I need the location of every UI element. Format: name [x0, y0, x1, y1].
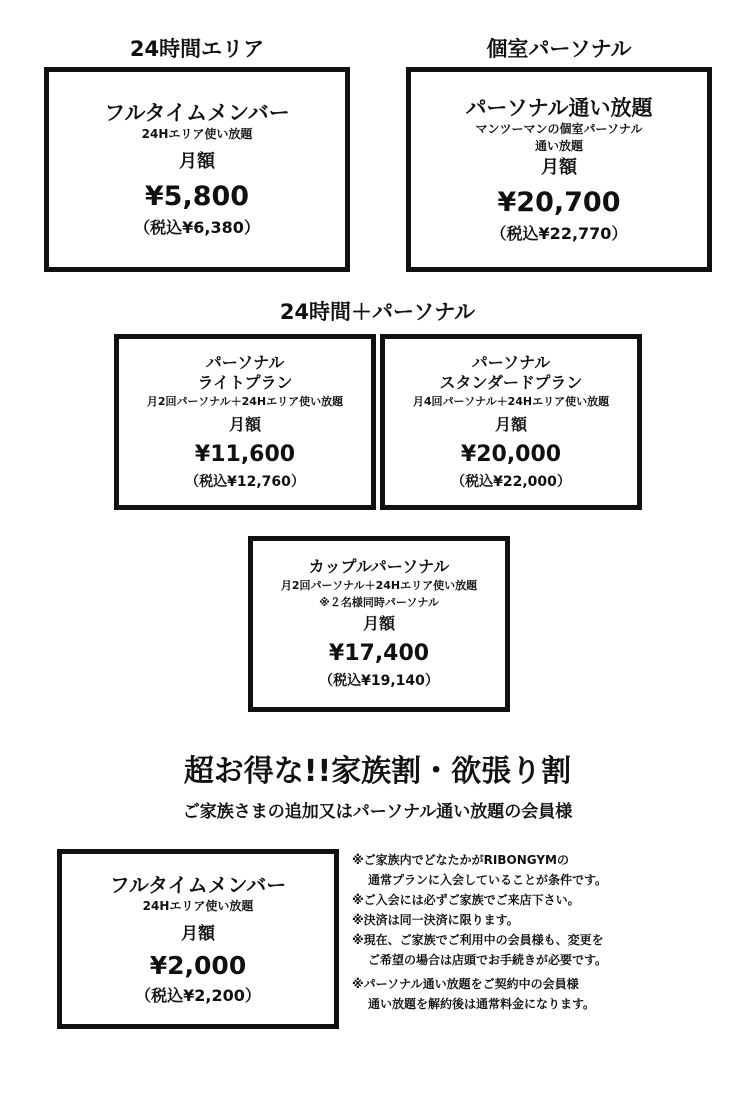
- plan-description: マンツーマンの個室パーソナル: [475, 121, 643, 136]
- plan-title: フルタイムメンバー: [104, 101, 290, 125]
- plan-monthly-label: 月額: [181, 923, 215, 944]
- note-item: ※パーソナル通い放題をご契約中の会員様: [352, 977, 579, 991]
- plan-title: フルタイムメンバー: [109, 872, 287, 897]
- plan-price-tax: （税込¥22,770）: [490, 223, 628, 243]
- plan-card-light: [114, 334, 376, 510]
- plan-price: ¥20,700: [497, 186, 621, 218]
- plan-title: ライトプラン: [197, 372, 293, 392]
- heading-24h-area: 24時間エリア: [129, 37, 265, 61]
- plan-monthly-label: 月額: [541, 156, 577, 178]
- note-item: ご希望の場合は店頭でお手続きが必要です。: [368, 953, 608, 967]
- plan-title: パーソナル通い放題: [465, 95, 653, 120]
- plan-price-tax: （税込¥19,140）: [319, 673, 439, 689]
- note-item: ※ご入会には必ずご家族でご来店下さい。: [352, 893, 580, 907]
- plan-description: 月2回パーソナル＋24Hエリア使い放題: [146, 394, 344, 408]
- plan-title: カップルパーソナル: [308, 557, 450, 576]
- plan-price: ¥17,400: [328, 641, 430, 666]
- plan-price: ¥11,600: [194, 441, 296, 467]
- plan-price: ¥5,800: [144, 181, 250, 212]
- plan-title: パーソナル: [205, 352, 285, 372]
- plan-card-personal-unlimited: [406, 67, 712, 272]
- note-item: 通い放題を解約後は通常料金になります。: [368, 997, 596, 1011]
- plan-description: 24Hエリア使い放題: [141, 127, 253, 141]
- note-item: ※ご家族内でどなたかがRIBONGYMの: [352, 853, 569, 867]
- note-item: 通常プランに入会していることが条件です。: [368, 873, 608, 887]
- note-item: ※決済は同一決済に限ります。: [352, 913, 519, 927]
- plan-price-tax: （税込¥2,200）: [135, 985, 261, 1005]
- plan-card-couple: [248, 536, 510, 712]
- heading-personal-room: 個室パーソナル: [486, 37, 632, 61]
- plan-description: 月4回パーソナル＋24Hエリア使い放題: [412, 394, 610, 408]
- notes-list: [352, 850, 752, 1014]
- plan-monthly-label: 月額: [179, 151, 215, 172]
- plan-description: 24Hエリア使い放題: [142, 898, 254, 913]
- plan-title: スタンダードプラン: [439, 372, 583, 392]
- plan-monthly-label: 月額: [494, 414, 527, 434]
- plan-card-standard: [380, 334, 642, 510]
- plan-card-family-fulltime: [57, 849, 339, 1029]
- plan-price-tax: （税込¥12,760）: [185, 473, 305, 490]
- plan-price: ¥20,000: [460, 441, 562, 467]
- plan-card-fulltime: [44, 67, 350, 272]
- plan-price: ¥2,000: [149, 950, 247, 980]
- plan-title: パーソナル: [471, 352, 551, 372]
- note-item: ※現在、ご家族でご利用中の会員様も、変更を: [352, 933, 604, 947]
- plan-description: 通い放題: [534, 138, 583, 153]
- plan-price-tax: （税込¥6,380）: [134, 218, 260, 237]
- plan-description: 月2回パーソナル＋24Hエリア使い放題: [280, 579, 478, 592]
- plan-monthly-label: 月額: [362, 614, 395, 633]
- plan-price-tax: （税込¥22,000）: [451, 473, 571, 490]
- heading-24h-plus-personal: 24時間＋パーソナル: [279, 300, 476, 324]
- discount-subtitle: ご家族さまの追加又はパーソナル通い放題の会員様: [182, 802, 573, 822]
- discount-title: 超お得な!!家族割・欲張り割: [183, 754, 572, 789]
- plan-note: ※２名様同時パーソナル: [319, 596, 439, 609]
- plan-monthly-label: 月額: [228, 414, 261, 434]
